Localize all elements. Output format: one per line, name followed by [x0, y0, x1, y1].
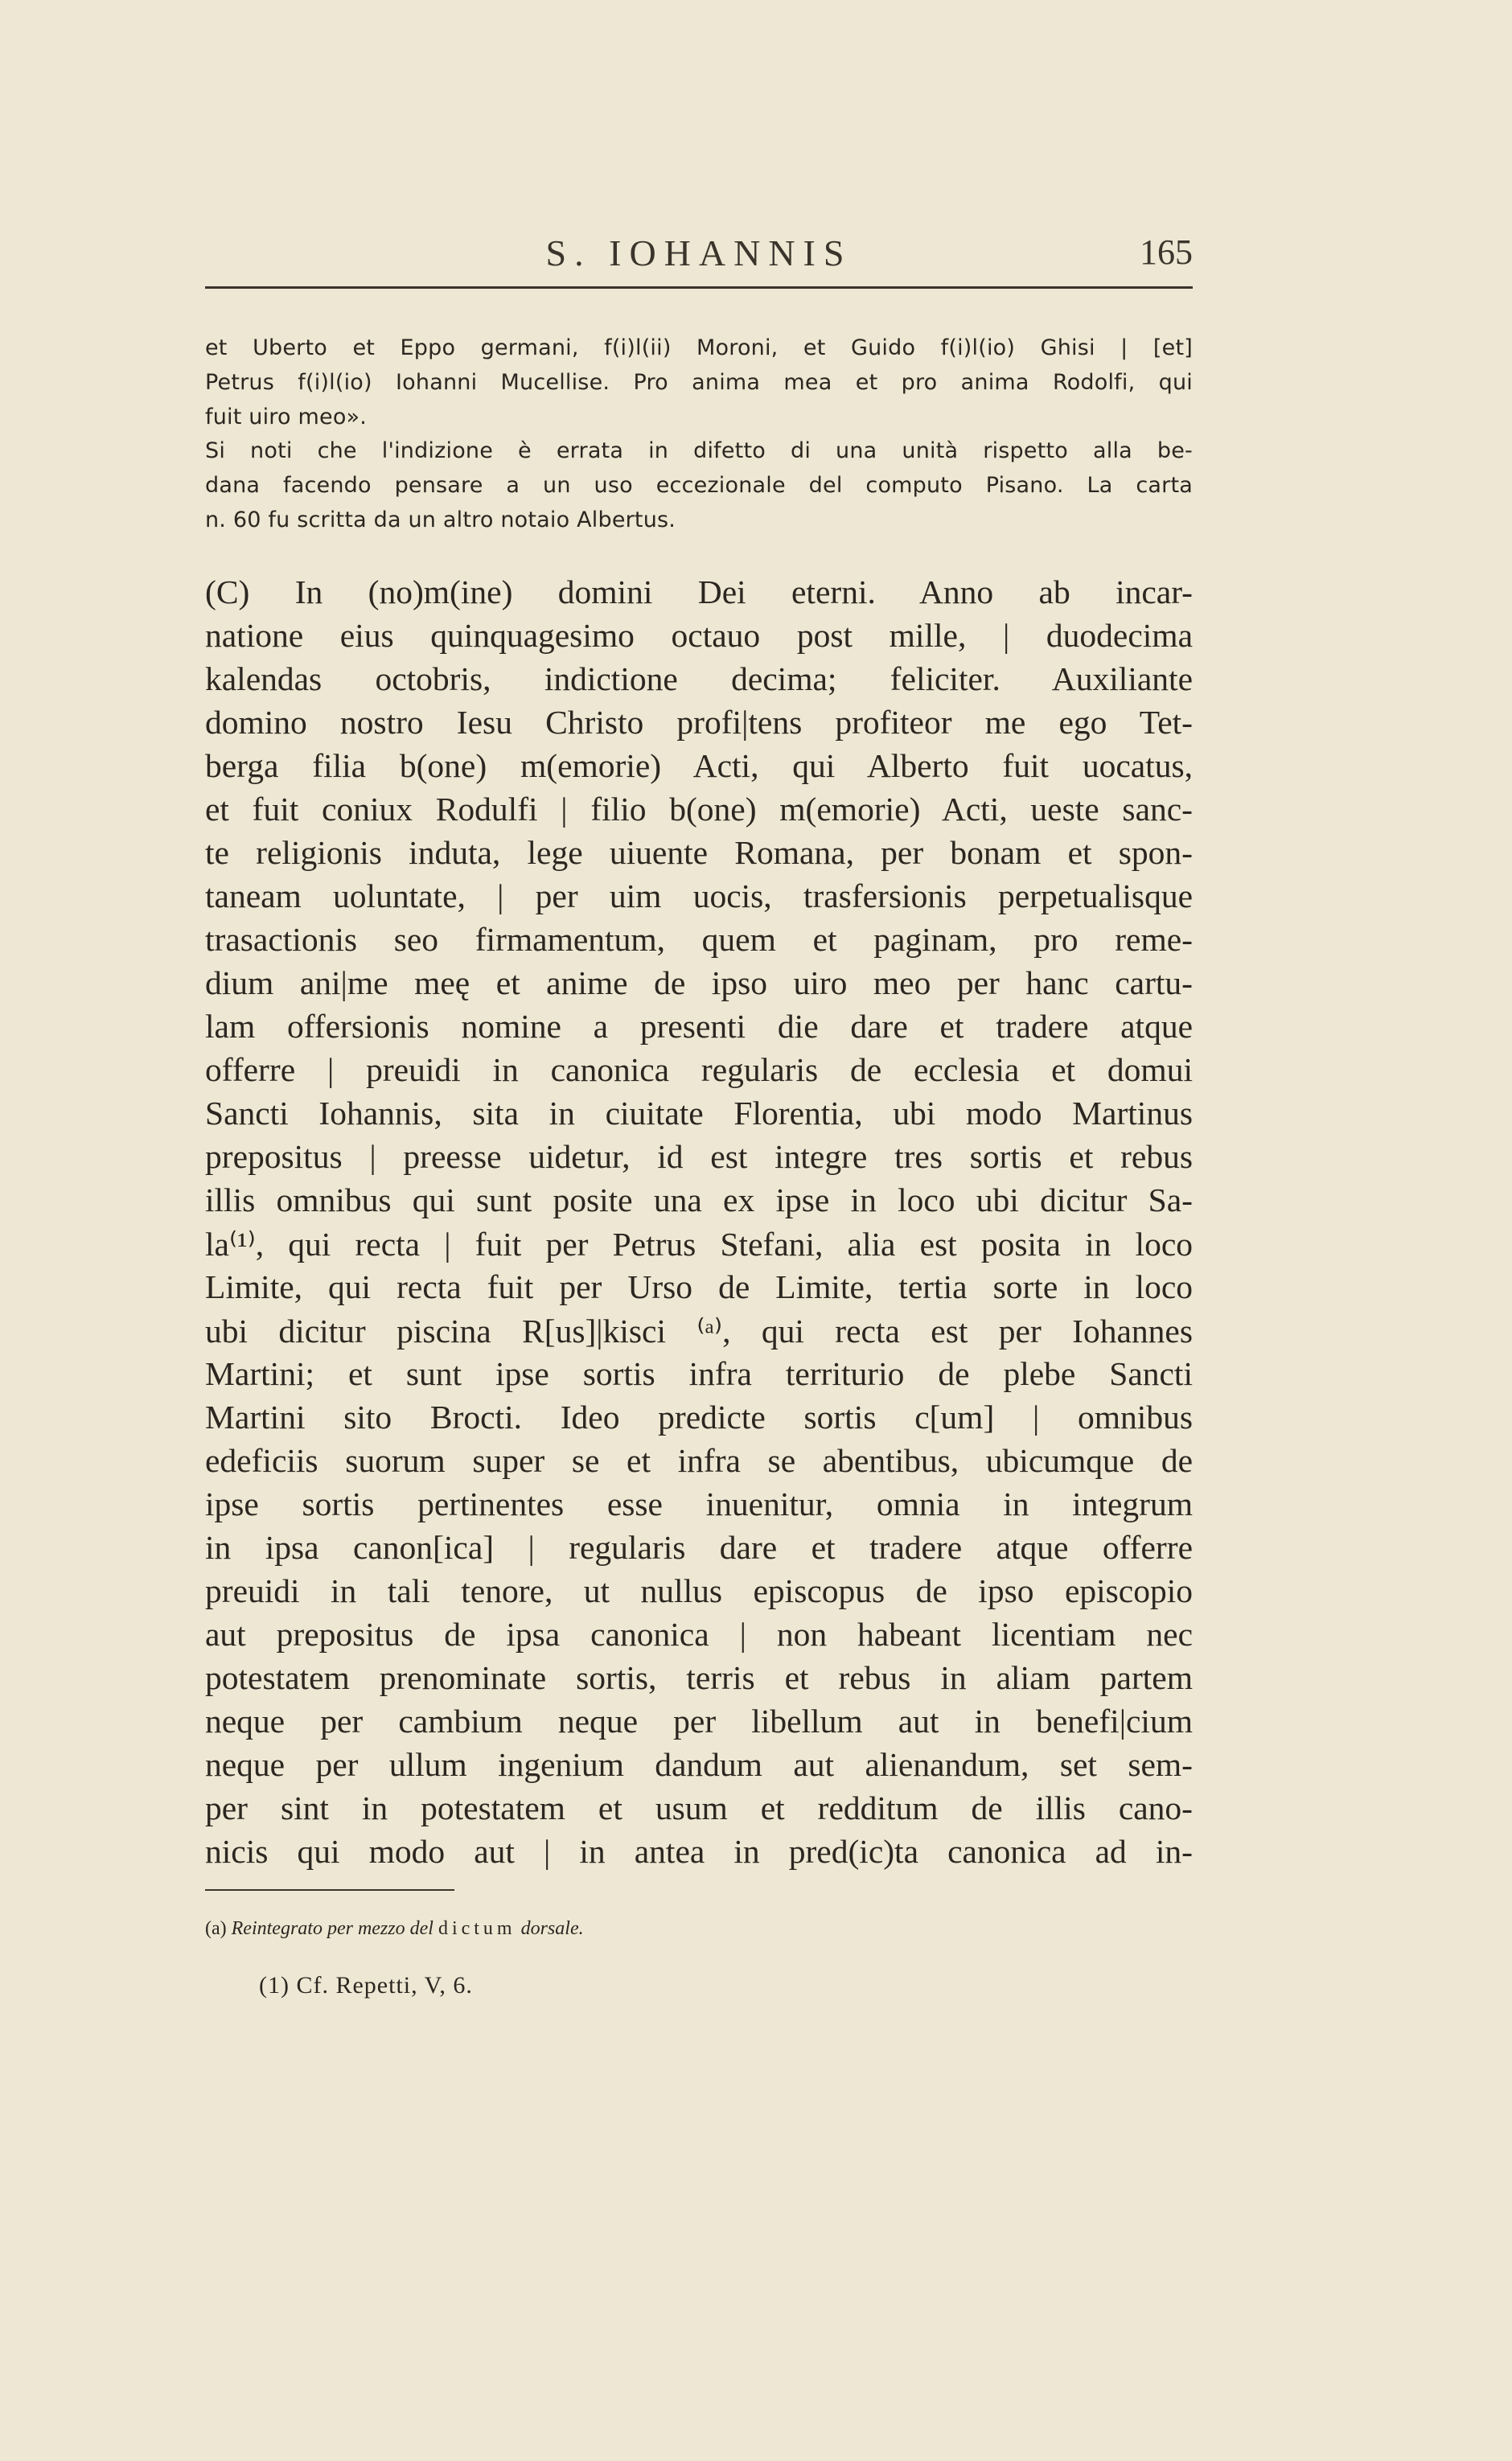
- text-line: domino nostro Iesu Christo profi|tens profiteor me ego Tet-: [205, 704, 1193, 741]
- text-line: illis omnibus qui sunt posite una ex ipse in loco ubi dicitur Sa-: [205, 1181, 1193, 1218]
- header-rule: [205, 286, 1193, 289]
- footnote-a: [205, 1918, 584, 1940]
- note-line: Petrus f(i)l(io) Iohanni Mucellise. Pro anima mea et pro anima Rodolfi, qui: [205, 370, 1193, 395]
- text-line: nicis qui modo aut | in antea in pred(ic)ta canonica ad in-: [205, 1833, 1193, 1870]
- text-line: natione eius quinquagesimo octauo post mille, | duodecima: [205, 617, 1193, 654]
- note-line: Si noti che l'indizione è errata in difetto di una unità rispetto alla be-: [205, 438, 1193, 463]
- page-number: 165: [1140, 232, 1193, 272]
- text-line: te religionis induta, lege uiuente Romana, per bonam et spon-: [205, 834, 1193, 871]
- text-line: prepositus | preesse uidetur, id est integre tres sortis et rebus: [205, 1138, 1193, 1175]
- text-line: la⁽¹⁾, qui recta | fuit per Petrus Stefani, alia est posita in loco: [205, 1226, 1193, 1263]
- text-line: Sancti Iohannis, sita in ciuitate Florentia, ubi modo Martinus: [205, 1095, 1193, 1132]
- text-line: neque per ullum ingenium dandum aut alienandum, set sem-: [205, 1746, 1193, 1783]
- text-line: aut prepositus de ipsa canonica | non habeant licentiam nec: [205, 1616, 1193, 1653]
- footnote-a-text: Reintegrato per mezzo del: [231, 1918, 433, 1939]
- note-line: et Uberto et Eppo germani, f(i)l(ii) Moroni, et Guido f(i)l(io) Ghisi | [et]: [205, 335, 1193, 360]
- running-title: S. IOHANNIS: [545, 232, 853, 273]
- text-line: trasactionis seo firmamentum, quem et paginam, pro reme-: [205, 921, 1193, 958]
- text-line: Limite, qui recta fuit per Urso de Limite, tertia sorte in loco: [205, 1268, 1193, 1305]
- text-line: Martini; et sunt ipse sortis infra territurio de plebe Sancti: [205, 1355, 1193, 1392]
- footnote-a-marker: (a): [205, 1918, 227, 1939]
- footnote-a-word: dictum: [438, 1918, 516, 1939]
- text-line: berga filia b(one) m(emorie) Acti, qui Alberto fuit uocatus,: [205, 747, 1193, 784]
- text-line: edeficiis suorum super se et infra se abentibus, ubicumque de: [205, 1442, 1193, 1479]
- text-line: ubi dicitur piscina R[us]|kisci ⁽ᵃ⁾, qui recta est per Iohannes: [205, 1313, 1193, 1350]
- text-line: lam offersionis nomine a presenti die dare et tradere atque: [205, 1008, 1193, 1045]
- text-line: preuidi in tali tenore, ut nullus episcopus de ipso episcopio: [205, 1572, 1193, 1609]
- text-line: potestatem prenominate sortis, terris et rebus in aliam partem: [205, 1659, 1193, 1696]
- text-line: taneam uoluntate, | per uim uocis, trasfersionis perpetualisque: [205, 877, 1193, 914]
- footnote-a-text-end: dorsale.: [520, 1918, 584, 1939]
- text-line: per sint in potestatem et usum et redditum de illis cano-: [205, 1789, 1193, 1826]
- text-line: offerre | preuidi in canonica regularis de ecclesia et domui: [205, 1051, 1193, 1088]
- text-line: et fuit coniux Rodulfi | filio b(one) m(emorie) Acti, ueste sanc-: [205, 791, 1193, 828]
- text-line: ipse sortis pertinentes esse inuenitur, omnia in integrum: [205, 1485, 1193, 1522]
- text-line: in ipsa canon[ica] | regularis dare et tradere atque offerre: [205, 1529, 1193, 1566]
- note-line: dana facendo pensare a un uso eccezionale del computo Pisano. La carta: [205, 473, 1193, 498]
- page-header: [205, 232, 1193, 280]
- text-line: dium ani|me meę et anime de ipso uiro meo per hanc cartu-: [205, 964, 1193, 1001]
- text-line: kalendas octobris, indictione decima; feliciter. Auxiliante: [205, 660, 1193, 697]
- note-line: n. 60 fu scritta da un altro notaio Albertus.: [205, 507, 676, 532]
- footnote-1: (1) Cf. Repetti, V, 6.: [259, 1972, 473, 1999]
- footnote-rule: [205, 1889, 454, 1891]
- text-line: Martini sito Brocti. Ideo predicte sortis c[um] | omnibus: [205, 1399, 1193, 1436]
- note-line: fuit uiro meo».: [205, 405, 368, 429]
- text-line: (C) In (no)m(ine) domini Dei eterni. Anno ab incar-: [205, 573, 1193, 610]
- text-line: neque per cambium neque per libellum aut in benefi|cium: [205, 1703, 1193, 1740]
